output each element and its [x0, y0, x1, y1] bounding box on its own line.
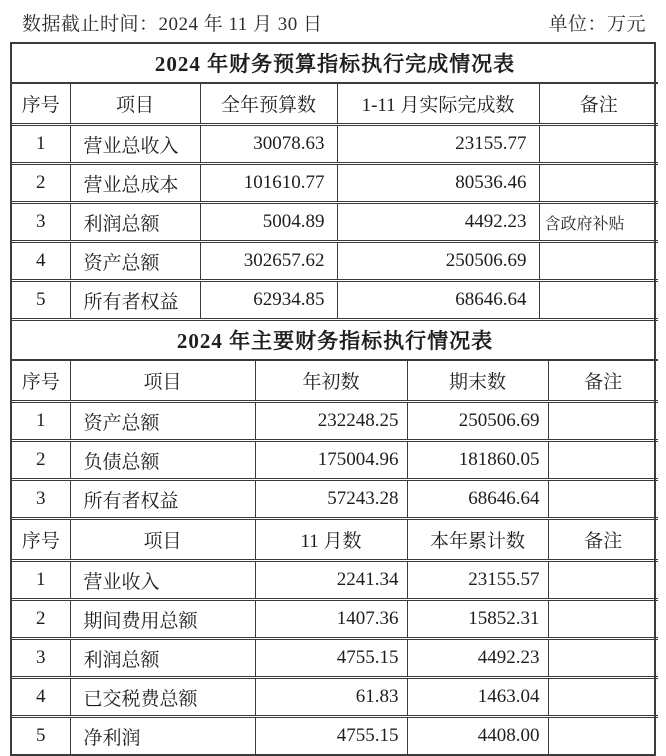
- value-cell: 175004.96: [255, 441, 407, 480]
- note-cell: [548, 402, 658, 441]
- row-number-cell: 4: [36, 250, 46, 271]
- indicators-table-title: 2024 年主要财务指标执行情况表: [176, 329, 494, 353]
- budget-execution-table: [12, 44, 658, 321]
- column-header: 项目: [70, 360, 255, 402]
- row-number-cell: 1: [36, 410, 46, 431]
- item-cell: 营业总成本: [70, 164, 200, 203]
- value-cell: 250506.69: [407, 402, 548, 441]
- item-cell: 所有者权益: [70, 281, 200, 320]
- table-row: [12, 164, 658, 203]
- value-cell: 5004.89: [200, 203, 337, 242]
- item-cell: 已交税费总额: [70, 678, 255, 717]
- item-cell: 所有者权益: [70, 480, 255, 519]
- column-header: 序号: [21, 95, 60, 116]
- item-cell: 利润总额: [70, 203, 200, 242]
- report-tables-container: [10, 42, 656, 756]
- table-row: [12, 203, 658, 242]
- table-row: [12, 281, 658, 320]
- value-cell: 57243.28: [255, 480, 407, 519]
- item-cell: 营业总收入: [70, 125, 200, 164]
- row-number-cell: 3: [36, 211, 46, 232]
- table-row: [12, 561, 658, 600]
- item-cell: 资产总额: [70, 242, 200, 281]
- value-cell: 15852.31: [407, 600, 548, 639]
- row-number-cell: 4: [36, 686, 46, 707]
- note-cell: [548, 600, 658, 639]
- note-cell: [539, 125, 658, 164]
- value-cell: 23155.77: [337, 125, 539, 164]
- budget-table-title: 2024 年财务预算指标执行完成情况表: [154, 52, 516, 76]
- row-number-cell: 2: [36, 449, 46, 470]
- table-row: [12, 321, 658, 360]
- column-header: 11 月数: [255, 519, 407, 561]
- row-number-cell: 2: [36, 608, 46, 629]
- value-cell: 250506.69: [337, 242, 539, 281]
- item-cell: 资产总额: [70, 402, 255, 441]
- column-header: 年初数: [255, 360, 407, 402]
- item-cell: 利润总额: [70, 639, 255, 678]
- table-row: [12, 44, 658, 83]
- table-row: [12, 480, 658, 519]
- column-header: 项目: [70, 519, 255, 561]
- table-row: [12, 125, 658, 164]
- note-cell: [548, 678, 658, 717]
- value-cell: 4492.23: [407, 639, 548, 678]
- table-row: [12, 360, 658, 402]
- value-cell: 181860.05: [407, 441, 548, 480]
- note-cell: [548, 639, 658, 678]
- item-cell: 净利润: [70, 717, 255, 755]
- value-cell: 1463.04: [407, 678, 548, 717]
- unit-label: 单位：万元: [548, 14, 646, 35]
- value-cell: 80536.46: [337, 164, 539, 203]
- row-number-cell: 3: [36, 488, 46, 509]
- note-cell: [539, 242, 658, 281]
- value-cell: 23155.57: [407, 561, 548, 600]
- value-cell: 1407.36: [255, 600, 407, 639]
- table-row: [12, 678, 658, 717]
- table-row: [12, 717, 658, 755]
- column-header: 序号: [21, 372, 60, 393]
- table-row: [12, 83, 658, 125]
- table-row: [12, 639, 658, 678]
- value-cell: 101610.77: [200, 164, 337, 203]
- row-number-cell: 1: [36, 569, 46, 590]
- value-cell: 68646.64: [337, 281, 539, 320]
- value-cell: 2241.34: [255, 561, 407, 600]
- column-header: 1-11 月实际完成数: [337, 83, 539, 125]
- value-cell: 302657.62: [200, 242, 337, 281]
- note-cell: [548, 480, 658, 519]
- item-cell: 负债总额: [70, 441, 255, 480]
- data-cutoff-label: 数据截止时间：2024 年 11 月 30 日: [22, 14, 323, 35]
- value-cell: 4408.00: [407, 717, 548, 755]
- table-row: [12, 600, 658, 639]
- column-header: 期末数: [407, 360, 548, 402]
- note-cell: [548, 441, 658, 480]
- value-cell: 68646.64: [407, 480, 548, 519]
- note-cell: [548, 717, 658, 755]
- column-header: 序号: [21, 531, 60, 552]
- key-indicators-table: [12, 321, 658, 754]
- note-cell: [539, 281, 658, 320]
- topbar: [0, 0, 666, 42]
- column-header: 项目: [70, 83, 200, 125]
- value-cell: 232248.25: [255, 402, 407, 441]
- item-cell: 营业收入: [70, 561, 255, 600]
- column-header: 备注: [548, 519, 658, 561]
- table-row: [12, 242, 658, 281]
- row-number-cell: 2: [36, 172, 46, 193]
- column-header: 全年预算数: [200, 83, 337, 125]
- column-header: 备注: [539, 83, 658, 125]
- note-cell: [548, 561, 658, 600]
- value-cell: 61.83: [255, 678, 407, 717]
- row-number-cell: 3: [36, 647, 46, 668]
- value-cell: 4492.23: [337, 203, 539, 242]
- value-cell: 4755.15: [255, 639, 407, 678]
- column-header: 备注: [548, 360, 658, 402]
- value-cell: 4755.15: [255, 717, 407, 755]
- row-number-cell: 5: [36, 289, 46, 310]
- note-cell: 含政府补贴: [539, 203, 658, 242]
- table-row: [12, 441, 658, 480]
- item-cell: 期间费用总额: [70, 600, 255, 639]
- table-row: [12, 402, 658, 441]
- row-number-cell: 1: [36, 133, 46, 154]
- value-cell: 30078.63: [200, 125, 337, 164]
- note-cell: [539, 164, 658, 203]
- value-cell: 62934.85: [200, 281, 337, 320]
- table-row: [12, 519, 658, 561]
- row-number-cell: 5: [36, 725, 46, 746]
- column-header: 本年累计数: [407, 519, 548, 561]
